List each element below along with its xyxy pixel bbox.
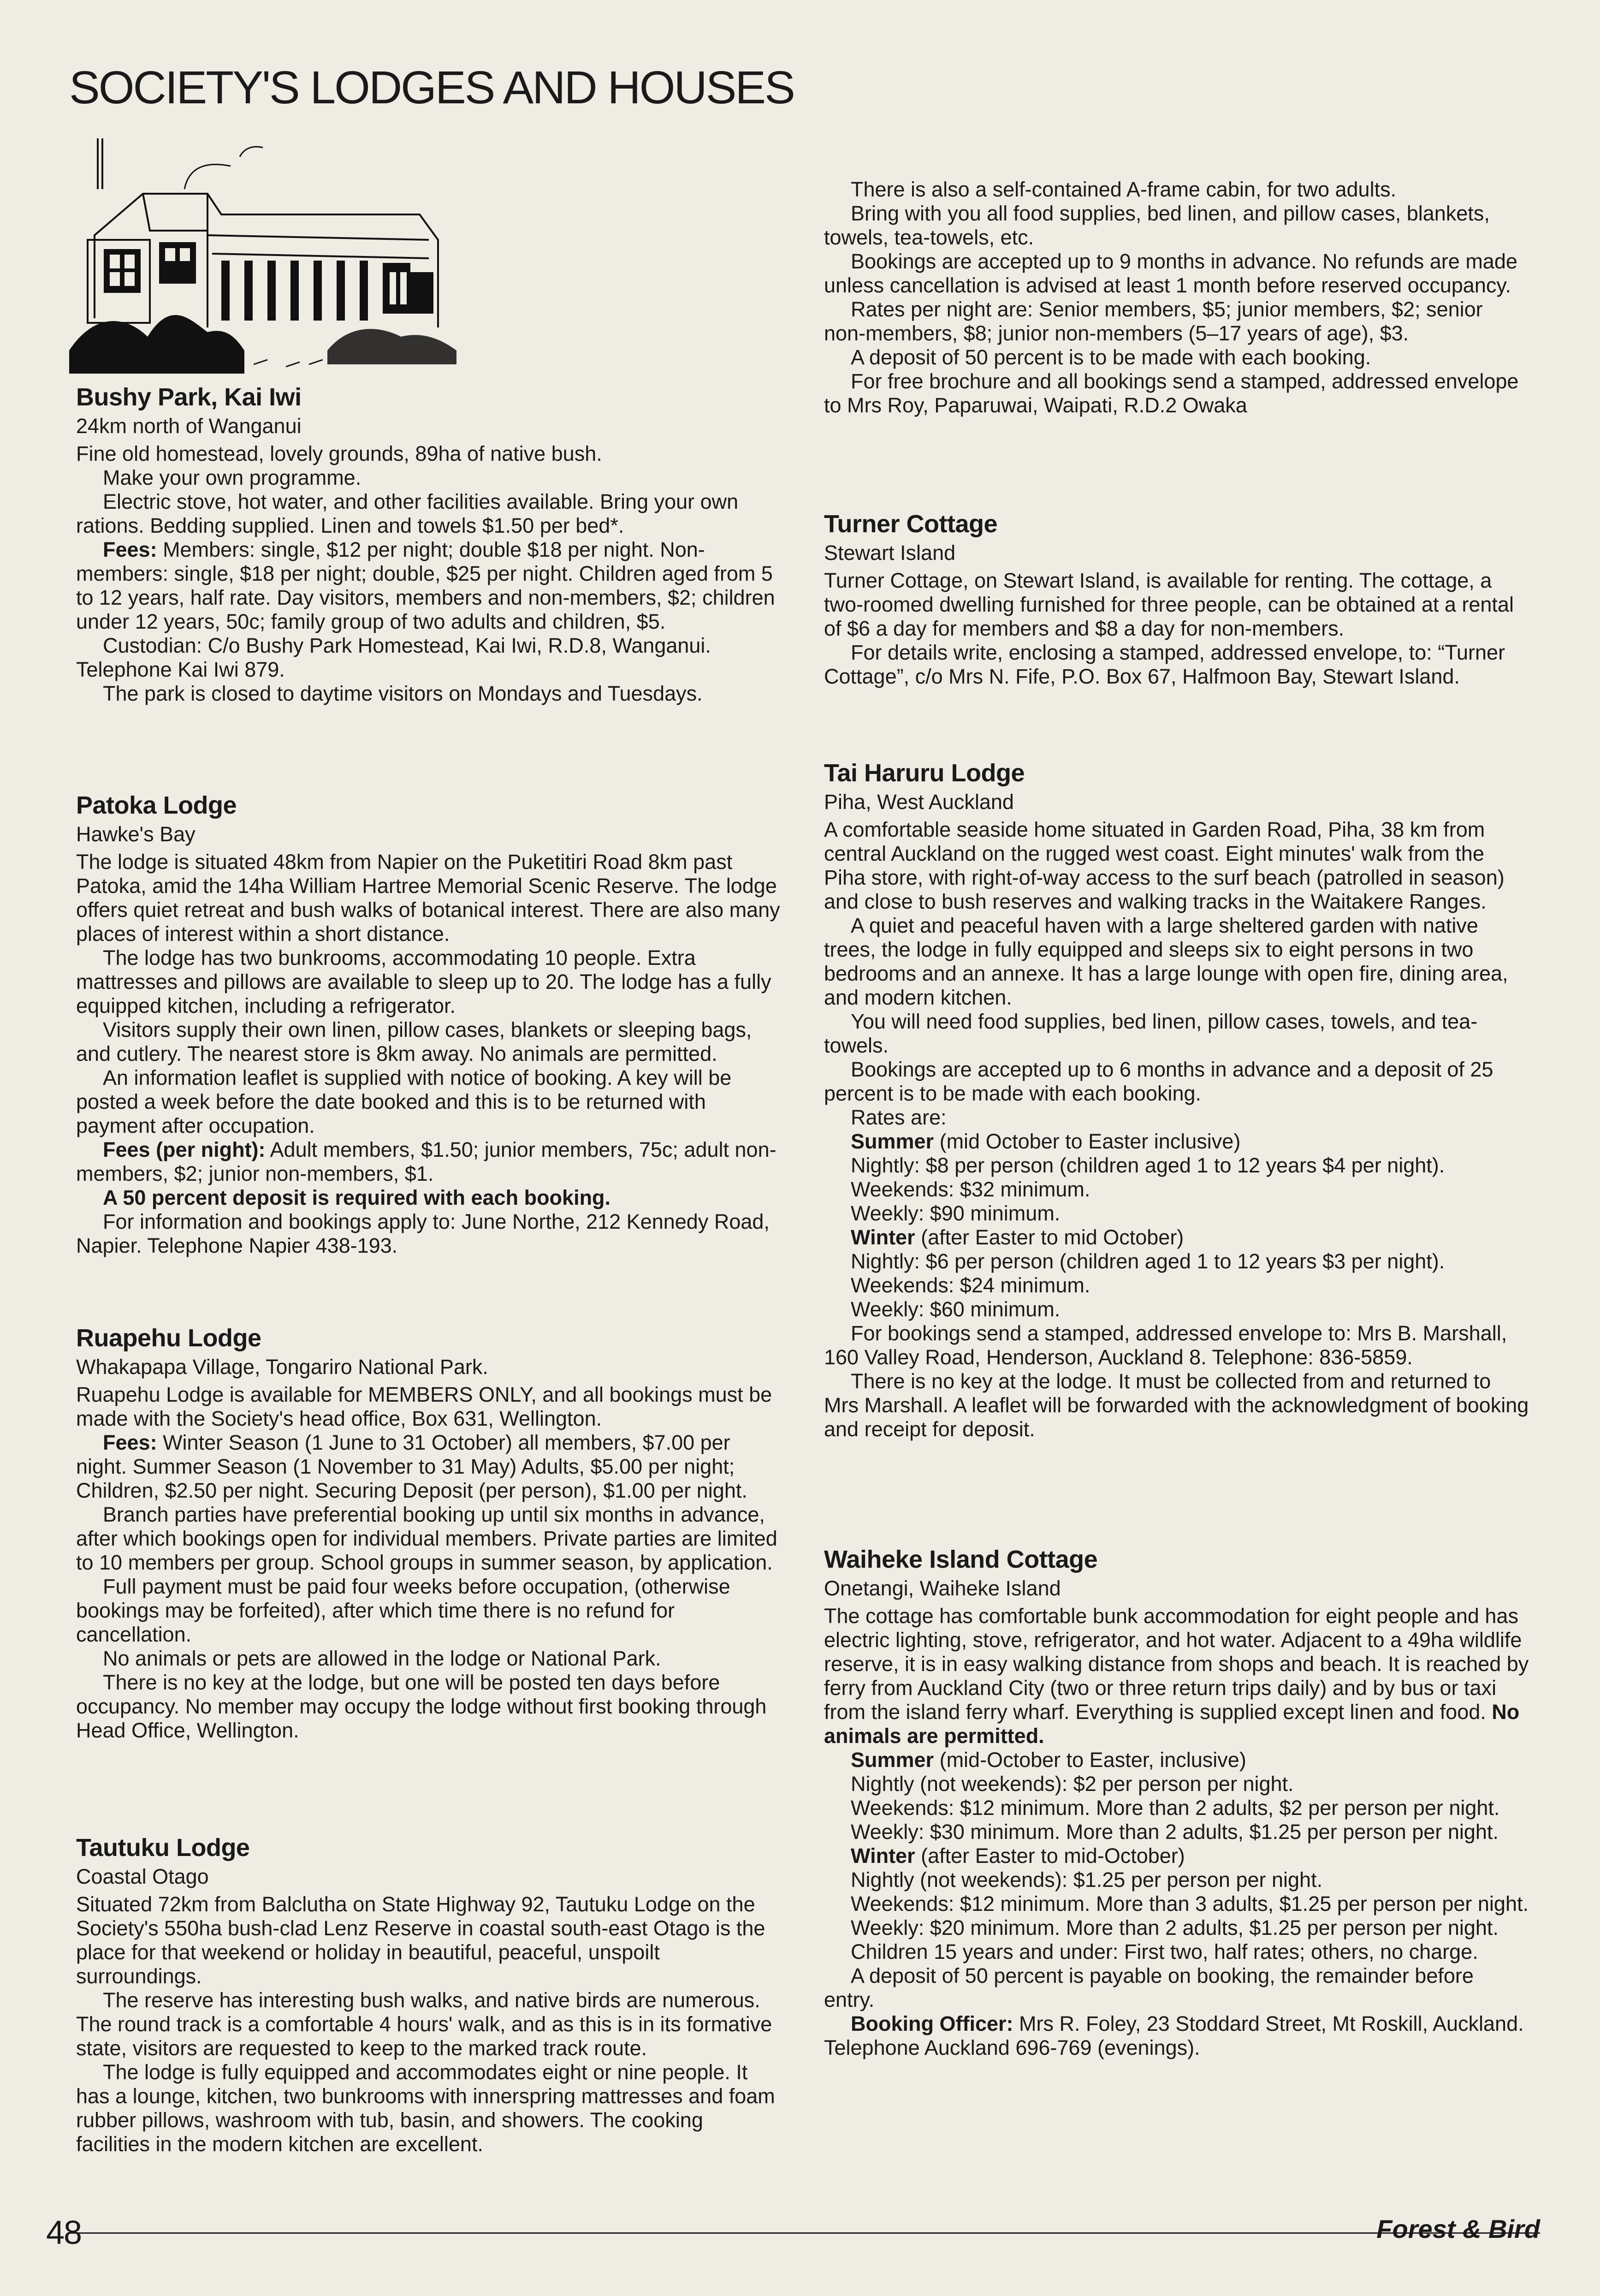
paragraph: Make your own programme. xyxy=(103,465,361,489)
booking-officer xyxy=(824,2012,1529,2060)
section-heading: Tai Haruru Lodge xyxy=(824,759,1025,787)
section-heading: Tautuku Lodge xyxy=(76,1834,250,1862)
section-heading: Patoka Lodge xyxy=(76,791,237,819)
no-animals-notice: No animals are permitted. xyxy=(824,1700,1520,1748)
paragraph: The park is closed to daytime visitors on Mondays and Tuesdays. xyxy=(103,681,703,705)
paragraph: Visitors supply their own linen, pillow cases, blankets or sleeping bags, and cutlery. The nearest store is 8km away. No animals are permitted. xyxy=(76,1017,752,1065)
rate-line: Weekends: $12 minimum. More than 2 adults, $2 per person per night. xyxy=(851,1796,1500,1820)
section-heading: Turner Cottage xyxy=(824,510,998,538)
rate-line: Weekends: $24 minimum. xyxy=(851,1273,1090,1297)
fees-label: Fees: xyxy=(103,1430,157,1454)
paragraph: No animals or pets are allowed in the lodge or National Park. xyxy=(103,1646,661,1670)
bushy-park-section xyxy=(76,383,782,706)
paragraph: There is no key at the lodge. It must be collected from and returned to Mrs Marshall. A leaflet will be forwarded with the acknowledgment of booking and receipt for deposit. xyxy=(824,1369,1529,1441)
winter-rates-heading xyxy=(824,1225,1529,1249)
paragraph: The reserve has interesting bush walks, and native birds are numerous. The round track is a comfortable 4 hours' walk, and as this is in its formative state, visitors are requested to keep to the marked track route. xyxy=(76,1988,772,2060)
fees-text: Adult members, $1.50; junior members, 75c; adult non-members, $2; junior non-members, $1. xyxy=(76,1137,776,1185)
fees-label: Fees (per night): xyxy=(103,1137,266,1161)
section-location: Piha, West Auckland xyxy=(824,790,1014,814)
paragraph: A comfortable seaside home situated in Garden Road, Piha, 38 km from central Auckland on the rugged west coast. Eight minutes' walk from the Piha store, with right-of-way access to the surf beach (patrolled in season) and close to bush reserves and walking tracks in the Waitakere Ranges. xyxy=(824,817,1505,913)
patoka-lodge-section xyxy=(76,791,782,1258)
paragraph-text: The cottage has comfortable bunk accommodation for eight people and has electric lighting, stove, refrigerator, and hot water. Adjacent to a 49ha wildlife reserve, it is in easy walking distance from shops and beach. It is reached by ferry from Auckland City (two or three return trips daily) and by bus or taxi from the island ferry wharf. Everything is supplied except linen and food. xyxy=(824,1604,1529,1724)
paragraph: There is no key at the lodge, but one will be posted ten days before occupancy. No member may occupy the lodge without first booking through Head Office, Wellington. xyxy=(76,1670,767,1742)
paragraph: For details write, enclosing a stamped, addressed envelope, to: “Turner Cottage”, c/o Mrs N. Fife, P.O. Box 67, Halfmoon Bay, Stewart Island. xyxy=(824,640,1505,688)
paragraph: Branch parties have preferential booking up until six months in advance, after which bookings open for individual members. Private parties are limited to 10 members per group. School groups in summer season, by application. xyxy=(76,1502,777,1574)
fees-label: Fees: xyxy=(103,537,157,561)
turner-cottage-section xyxy=(824,510,1529,689)
magazine-name: Forest & Bird xyxy=(1376,2214,1540,2243)
paragraph: There is also a self-contained A-frame cabin, for two adults. xyxy=(851,178,1397,201)
paragraph: Bookings are accepted up to 9 months in advance. No refunds are made unless cancellation is advised at least 1 month before reserved occupancy. xyxy=(824,250,1517,297)
paragraph: The lodge is situated 48km from Napier on the Puketitiri Road 8km past Patoka, amid the 14ha William Hartree Memorial Scenic Reserve. The lodge offers quiet retreat and bush walks of botanical interest. There are also many places of interest within a short distance. xyxy=(76,850,780,946)
section-location: Coastal Otago xyxy=(76,1865,209,1889)
rate-line: Nightly: $6 per person (children aged 1 to 12 years $3 per night). xyxy=(851,1249,1445,1273)
section-location: 24km north of Wanganui xyxy=(76,414,302,438)
section-location: Stewart Island xyxy=(824,541,956,565)
paragraph: Children 15 years and under: First two, half rates; others, no charge. xyxy=(851,1939,1478,1963)
rate-line: Weekends: $12 minimum. More than 3 adults, $1.25 per person per night. xyxy=(851,1892,1529,1915)
section-location: Whakapapa Village, Tongariro National Park. xyxy=(76,1355,488,1379)
section-location: Onetangi, Waiheke Island xyxy=(824,1576,1061,1600)
paragraph: The lodge is fully equipped and accommodates eight or nine people. It has a lounge, kitchen, two bunkrooms with innerspring mattresses and foam rubber pillows, washroom with tub, basin, and showers. The cooking facilities in the modern kitchen are excellent. xyxy=(76,2060,775,2156)
ruapehu-lodge-section xyxy=(76,1324,782,1743)
paragraph: An information leaflet is supplied with notice of booking. A key will be posted a week before the date booked and this is to be returned with payment after occupation. xyxy=(76,1065,732,1137)
paragraph: Electric stove, hot water, and other facilities available. Bring your own rations. Bedding supplied. Linen and towels $1.50 per bed*. xyxy=(76,489,739,537)
winter-label: Winter xyxy=(851,1844,915,1868)
paragraph: You will need food supplies, bed linen, pillow cases, towels, and tea-towels. xyxy=(824,1009,1478,1057)
summer-period: (mid October to Easter inclusive) xyxy=(934,1129,1241,1153)
rate-line: Nightly (not weekends): $1.25 per person per night. xyxy=(851,1868,1323,1892)
paragraph: Fine old homestead, lovely grounds, 89ha of native bush. xyxy=(76,441,602,465)
paragraph xyxy=(824,1604,1529,1748)
winter-rates-heading xyxy=(824,1844,1529,1868)
footer-rule xyxy=(69,2232,1540,2234)
paragraph: A quiet and peaceful haven with a large sheltered garden with native trees, the lodge in fully equipped and sleeps six to eight persons in two bedrooms and an annexe. It has a large lounge with open fire, dining area, and modern kitchen. xyxy=(824,913,1508,1009)
waiheke-cottage-section xyxy=(824,1545,1529,2060)
paragraph: A deposit of 50 percent is to be made with each booking. xyxy=(851,345,1371,369)
section-heading: Ruapehu Lodge xyxy=(76,1324,261,1352)
rate-line: Weekly: $30 minimum. More than 2 adults, $1.25 per person per night. xyxy=(851,1820,1499,1844)
paragraph: Bookings are accepted up to 6 months in advance and a deposit of 25 percent is to be made with each booking. xyxy=(824,1057,1493,1105)
fees-text: Winter Season (1 June to 31 October) all members, $7.00 per night. Summer Season (1 November to 31 May) Adults, $5.00 per night; Children, $2.50 per night. Securing Deposit (per person), $1.00 per night. xyxy=(76,1430,747,1502)
paragraph: Bring with you all food supplies, bed linen, and pillow cases, blankets, towels, tea-towels, etc. xyxy=(824,202,1490,249)
paragraph: For bookings send a stamped, addressed envelope to: Mrs B. Marshall, 160 Valley Road, Henderson, Auckland 8. Telephone: 836-5859. xyxy=(824,1321,1507,1369)
winter-period: (after Easter to mid-October) xyxy=(915,1844,1185,1868)
homestead-illustration xyxy=(69,134,466,378)
rate-line: Weekly: $60 minimum. xyxy=(851,1297,1061,1321)
tai-haruru-lodge-section xyxy=(824,759,1529,1441)
page-number: 48 xyxy=(46,2214,82,2251)
winter-period: (after Easter to mid October) xyxy=(915,1225,1184,1249)
section-heading: Bushy Park, Kai Iwi xyxy=(76,383,302,411)
paragraph: Situated 72km from Balclutha on State Highway 92, Tautuku Lodge on the Society's 550ha bush-clad Lenz Reserve in coastal south-east Otago is the place for that weekend or holiday in beautiful, peaceful, unspoilt surroundings. xyxy=(76,1892,765,1988)
summer-label: Summer xyxy=(851,1748,934,1772)
fees-paragraph xyxy=(76,1138,782,1186)
rate-line: Weekends: $32 minimum. xyxy=(851,1177,1090,1201)
paragraph: Rates are: xyxy=(851,1105,947,1129)
paragraph: Rates per night are: Senior members, $5; junior members, $2; senior non-members, $8; junior non-members (5–17 years of age), $3. xyxy=(824,297,1483,345)
summer-label: Summer xyxy=(851,1129,934,1153)
paragraph: Turner Cottage, on Stewart Island, is available for renting. The cottage, a two-roomed dwelling furnished for three people, can be obtained at a rental of $6 a day for members and $8 a day for non-members. xyxy=(824,568,1514,640)
paragraph: A deposit of 50 percent is payable on booking, the remainder before entry. xyxy=(824,1963,1474,2011)
paragraph: The lodge has two bunkrooms, accommodating 10 people. Extra mattresses and pillows are available to sleep up to 20. The lodge has a fully equipped kitchen, including a refrigerator. xyxy=(76,946,771,1017)
paragraph: Custodian: C/o Bushy Park Homestead, Kai Iwi, R.D.8, Wanganui. Telephone Kai Iwi 879. xyxy=(76,633,711,681)
section-heading: Waiheke Island Cottage xyxy=(824,1546,1098,1573)
rate-line: Weekly: $90 minimum. xyxy=(851,1201,1061,1225)
paragraph: For free brochure and all bookings send a stamped, addressed envelope to Mrs Roy, Paparuwai, Waipati, R.D.2 Owaka xyxy=(824,369,1519,417)
page-title: SOCIETY'S LODGES AND HOUSES xyxy=(69,62,794,113)
booking-officer-text: Mrs R. Foley, 23 Stoddard Street, Mt Roskill, Auckland. Telephone Auckland 696-769 (evenings). xyxy=(824,2011,1524,2059)
tautuku-lodge-section xyxy=(76,1833,782,2156)
winter-label: Winter xyxy=(851,1225,915,1249)
rate-line: Nightly (not weekends): $2 per person per night. xyxy=(851,1772,1294,1796)
fees-paragraph xyxy=(76,538,782,634)
paragraph: Full payment must be paid four weeks before occupation, (otherwise bookings may be forfeited), after which time there is no refund for cancellation. xyxy=(76,1574,730,1646)
summer-period: (mid-October to Easter, inclusive) xyxy=(934,1748,1246,1772)
booking-officer-label: Booking Officer: xyxy=(851,2011,1013,2035)
rate-line: Weekly: $20 minimum. More than 2 adults, $1.25 per person per night. xyxy=(851,1915,1499,1939)
paragraph: Ruapehu Lodge is available for MEMBERS ONLY, and all bookings must be made with the Society's head office, Box 631, Wellington. xyxy=(76,1382,772,1430)
summer-rates-heading xyxy=(824,1748,1529,1772)
rate-line: Nightly: $8 per person (children aged 1 to 12 years $4 per night). xyxy=(851,1153,1445,1177)
summer-rates-heading xyxy=(824,1130,1529,1154)
fees-text: Members: single, $12 per night; double $18 per night. Non-members: single, $18 per night; double, $25 per night. Children aged from 5 to 12 years, half rate. Day visitors, members and non-members, $2; children under 12 years, 50c; family group of two adults and children, $5. xyxy=(76,537,775,633)
fees-paragraph xyxy=(76,1431,782,1503)
section-location: Hawke's Bay xyxy=(76,822,196,846)
deposit-notice: A 50 percent deposit is required with each booking. xyxy=(103,1185,611,1209)
tautuku-continued-section xyxy=(824,178,1529,417)
paragraph: For information and bookings apply to: June Northe, 212 Kennedy Road, Napier. Telephone Napier 438-193. xyxy=(76,1209,770,1257)
